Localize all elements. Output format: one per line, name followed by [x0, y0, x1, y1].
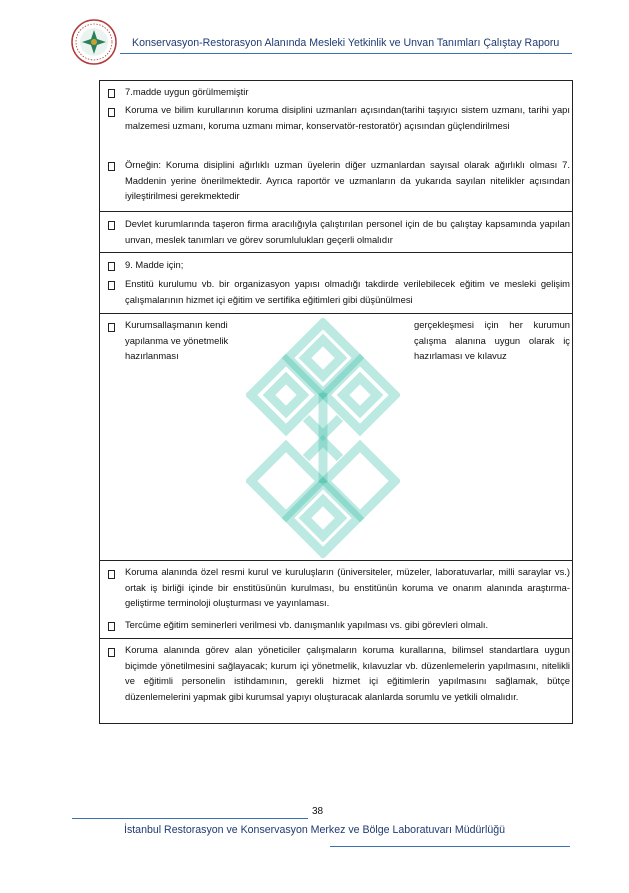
institution-logo [70, 18, 118, 66]
row-item: Tercüme eğitim seminerleri verilmesi vb. danışmanlık yapılması vs. gibi görevleri olmalı. [125, 619, 489, 630]
footer-institution: İstanbul Restorasyon ve Konservasyon Merkez ve Bölge Laboratuvarı Müdürlüğü [124, 824, 505, 836]
row-item: Koruma alanında özel resmi kurul ve kuruluşların (üniversiteler, müzeler, laboratuvarlar, milli saraylar vs.) ortak iş birliği içinde bir enstitüsünün kurulması, bu enstitünün koruma ve onarım alanında araştırma-geliştirme terminoloji oluşturması ve yayınlaması. [125, 566, 570, 608]
row-item-left-column: Kurumsallaşmanın kendi yapılanma ve yönetmelik hazırlanması [125, 319, 229, 361]
checkbox-bullet-icon [108, 281, 115, 290]
checkbox-bullet-icon [108, 89, 115, 98]
report-title: Konservasyon-Restorasyon Alanında Mesleki Yetkinlik ve Unvan Tanımları Çalıştay Raporu [132, 37, 560, 49]
endless-knot-watermark-icon [246, 318, 400, 558]
footer-divider-right [330, 846, 570, 847]
checkbox-bullet-icon [108, 648, 115, 657]
checkbox-bullet-icon [108, 323, 115, 332]
table-row [100, 639, 572, 725]
row-item: Devlet kurumlarında taşeron firma aracılığıyla çalıştırılan personel için de bu çalıştay kapsamında yapılan unvan, meslek tanımları ve görev sorumlulukları geçerli olmalıdır [125, 218, 570, 245]
checkbox-bullet-icon [108, 162, 115, 171]
row-item: 7.madde uygun görülmemiştir [125, 86, 249, 97]
header-divider [120, 53, 572, 54]
table-row [100, 81, 572, 212]
checkbox-bullet-icon [108, 262, 115, 271]
checkbox-bullet-icon [108, 108, 115, 117]
table-row [100, 212, 572, 253]
table-row [100, 253, 572, 314]
checkbox-bullet-icon [108, 221, 115, 230]
row-item: Örneğin: Koruma disiplini ağırlıklı uzman üyelerin diğer uzmanlardan sayısal olarak ağırlıklı olması 7. Maddenin yerine önerilmektedir. Ayrıca raportör ve uzmanların da yukarıda sayılan nitelikler açısından iyileştirilmesi gerekmektedir [125, 159, 570, 201]
row-item: 9. Madde için; [125, 259, 184, 270]
row-item: Koruma alanında görev alan yöneticiler çalışmaların koruma kurallarına, bilimsel standartlara uygun biçimde yönetilmesini sağlayacak; kurum içi yönetmelik, kılavuzlar vb. düzenlemelerin yapılmasını, nitelikli ve eğitimli personelin istihdamının, gerekli hizmet içi eğitimlerin yapılmasını sağlamak, bütçe düzenlemelerini yapmak gibi kurumsal yapıyı oluşturacak alanlarda sorumlu ve yetkili olmalıdır. [125, 644, 570, 702]
checkbox-bullet-icon [108, 570, 115, 579]
row-item: Koruma ve bilim kurullarının koruma disiplini uzmanları açısından(tarihi taşıyıcı sistem uzmanı, tarihi yapı malzemesi uzmanı, koruma uzmanı mimar, konservatör-restoratör) açısından güçlendirilmesi [125, 104, 570, 131]
page-number: 38 [312, 806, 324, 817]
row-item: Enstitü kurulumu vb. bir organizasyon yapısı olmadığı takdirde verilebilecek eğitim ve mesleki gelişim çalışmalarının hizmet içi eğitim ve sertifika eğitimleri gibi düşünülmesi [125, 278, 570, 305]
footer-divider-left [72, 818, 308, 819]
checkbox-bullet-icon [108, 622, 115, 631]
row-item-right-column: gerçekleşmesi için her kurumun çalışma alanına uygun olarak iç hazırlaması ve kılavuz [414, 319, 570, 361]
table-row [100, 561, 572, 639]
